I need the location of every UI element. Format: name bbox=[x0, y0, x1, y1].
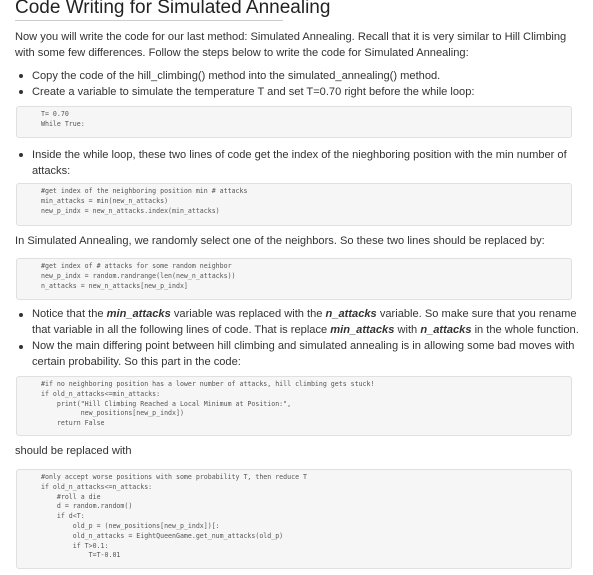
bullet-icon bbox=[19, 313, 23, 317]
bullet-icon bbox=[19, 74, 23, 78]
intro-paragraph: Now you will write the code for our last method: Simulated Annealing. Recall that it is very similar to Hill Climbing with some few differences. Follow the steps below to write the code for Simulated Annealing: bbox=[15, 31, 567, 59]
step-rename-variable: Notice that the min_attacks variable was replaced with the n_attacks variable. So make sure that you rename that variable in all the following lines of code. That is replace min_attacks with n_attacks in the whole function. bbox=[32, 308, 579, 336]
step-while-loop: Inside the while loop, these two lines of code get the index of the nieghboring position with the min number of attacks: bbox=[32, 149, 567, 177]
step-copy-method: Copy the code of the hill_climbing() method into the simulated_annealing() method. bbox=[32, 70, 441, 82]
code-block-accept-worse: #only accept worse positions with some probability T, then reduce T if old_n_attacks<=n_attacks: #roll a die d = random.random() if d<T: old_p = (new_positions[new_p_indx])[: old_n_attacks = EightQueenGame.get_num_attacks(old_p) if T>0.1: T=T-0.01 bbox=[16, 469, 572, 569]
bullet-icon bbox=[19, 90, 23, 94]
code-block-temperature: T= 0.70 While True: bbox=[16, 106, 572, 138]
title-underline bbox=[15, 20, 283, 21]
code-term: n_attacks bbox=[325, 308, 377, 320]
code-term: min_attacks bbox=[330, 324, 395, 336]
code-block-min-attacks: #get index of the neighboring position min # attacks min_attacks = min(new_n_attacks) new_p_indx = new_n_attacks.index(min_attacks) bbox=[16, 183, 572, 226]
code-term: min_attacks bbox=[106, 308, 171, 320]
page-title: Code Writing for Simulated Annealing bbox=[15, 0, 331, 18]
bullet-icon bbox=[19, 153, 23, 157]
code-block-hill-climbing-stuck: #if no neighboring position has a lower number of attacks, hill climbing gets stuck! if old_n_attacks<=min_attacks: print("Hill Climbing Reached a Local Minimum at Position:", new_positions[new_p_indx]) return False bbox=[16, 376, 572, 436]
step-bad-moves: Now the main differing point between hill climbing and simulated annealing is in allowing some bad moves with certain probability. So this part in the code: bbox=[32, 340, 575, 368]
replace-with-paragraph: should be replaced with bbox=[15, 445, 132, 457]
code-block-random-neighbor: #get index of # attacks for some random neighbor new_p_indx = random.randrange(len(new_n_attacks)) n_attacks = new_n_attacks[new_p_indx] bbox=[16, 258, 572, 300]
bullet-icon bbox=[19, 345, 23, 349]
random-neighbor-paragraph: In Simulated Annealing, we randomly select one of the neighbors. So these two lines should be replaced by: bbox=[15, 235, 545, 247]
step-temperature: Create a variable to simulate the temperature T and set T=0.70 right before the while loop: bbox=[32, 86, 475, 98]
code-term: n_attacks bbox=[420, 324, 472, 336]
